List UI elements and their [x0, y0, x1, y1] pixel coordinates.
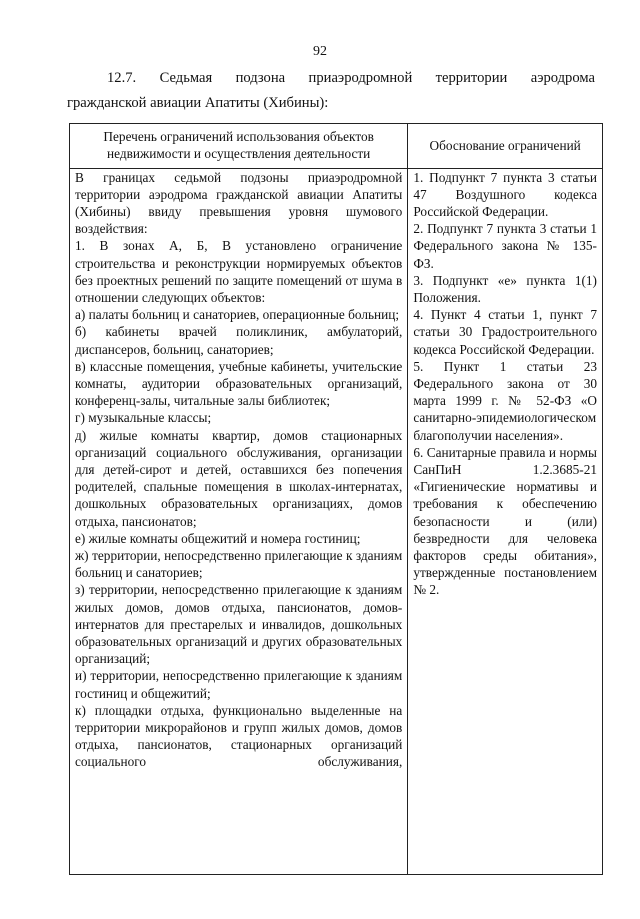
justification-cell	[408, 168, 603, 875]
section-heading-line-2: гражданской авиации Апатиты (Хибины):	[67, 95, 329, 111]
restriction-paragraph: В границах седьмой подзоны приаэродромной территории аэродрома гражданской авиации Апатиты (Хибины) ввиду превышения уровня шумового воздействия:	[75, 169, 403, 237]
table-header-row	[70, 124, 603, 169]
heading-word: подзона	[235, 70, 286, 86]
heading-word: аэродрома	[530, 70, 595, 86]
heading-word: приаэродромной	[308, 70, 413, 86]
restriction-item: и) территории, непосредственно прилегающие к зданиям гостиниц и общежитий;	[75, 668, 403, 701]
table-row	[70, 168, 603, 875]
justification-paragraph: 5. Пункт 1 статьи 23 Федерального закона от 30 марта 1999 г. № 52-ФЗ «О санитарно-эпидемиологическом благополучии населения».	[413, 358, 597, 443]
justification-paragraph: 4. Пункт 4 статьи 1, пункт 7 статьи 30 Градостроительного кодекса Российской Федерации.	[413, 307, 597, 357]
justification-paragraph: 3. Подпункт «е» пункта 1(1) Положения.	[413, 272, 597, 305]
restriction-item: е) жилые комнаты общежитий и номера гостиниц;	[75, 530, 361, 546]
justification-paragraph: 6. Санитарные правила и нормы СанПиН 1.2.3685-21 «Гигиенические нормативы и требования к обеспечению безопасности и (или) безвредности для человека факторов среды обитания», утвержденные постановлением № 2.	[413, 444, 597, 598]
restriction-item: д) жилые комнаты квартир, домов стационарных организаций социального обслуживания, организации для детей-сирот и детей, оставшихся без попечения родителей, спальные помещения в школах-интернатах, дошкольных образовательных организациях, домов отдыха, пансионатов;	[75, 427, 403, 529]
heading-word: территории	[435, 70, 508, 86]
page-number: 92	[313, 44, 327, 59]
restriction-item: в) классные помещения, учебные кабинеты, учительские комнаты, аудитории образовательных организаций, конференц-залы, читальные залы библиотек;	[75, 358, 403, 409]
header-restrictions: Перечень ограничений использования объектов недвижимости и осуществления деятельности	[70, 124, 408, 169]
restriction-item: г) музыкальные классы;	[75, 410, 212, 426]
restriction-item: з) территории, непосредственно прилегающие к зданиям жилых домов, домов отдыха, пансионатов, домов-интернатов для престарелых и инвалидов, дошкольных образовательных организаций и других образовательных организаций;	[75, 582, 403, 667]
justification-paragraph: 2. Подпункт 7 пункта 3 статьи 1 Федерального закона № 135-ФЗ.	[413, 221, 597, 271]
heading-word: 12.7.	[107, 70, 137, 86]
restrictions-table	[69, 123, 603, 875]
heading-word: Седьмая	[159, 70, 213, 86]
justification-paragraph: 1. Подпункт 7 пункта 3 статьи 47 Воздушного кодекса Российской Федерации.	[413, 169, 597, 219]
restriction-item: а) палаты больниц и санаториев, операционные больниц;	[75, 307, 400, 323]
header-justification: Обоснование ограничений	[408, 124, 603, 169]
section-heading-line-1	[67, 66, 595, 91]
restriction-paragraph: 1. В зонах А, Б, В установлено ограничение строительства и реконструкции нормируемых объектов без проектных решений по защите помещений от шума в отношении следующих объектов:	[75, 238, 403, 305]
section-heading	[67, 66, 595, 116]
restriction-item: б) кабинеты врачей поликлиник, амбулаторий, диспансеров, больниц, санаториев;	[75, 324, 403, 357]
restrictions-cell	[70, 168, 408, 875]
restriction-item: ж) территории, непосредственно прилегающие к зданиям больниц и санаториев;	[75, 547, 403, 581]
restriction-item: к) площадки отдыха, функционально выделенные на территории микрорайонов и групп жилых домов, домов отдыха, пансионатов, стационарных организаций социального обслуживания,	[75, 702, 403, 770]
